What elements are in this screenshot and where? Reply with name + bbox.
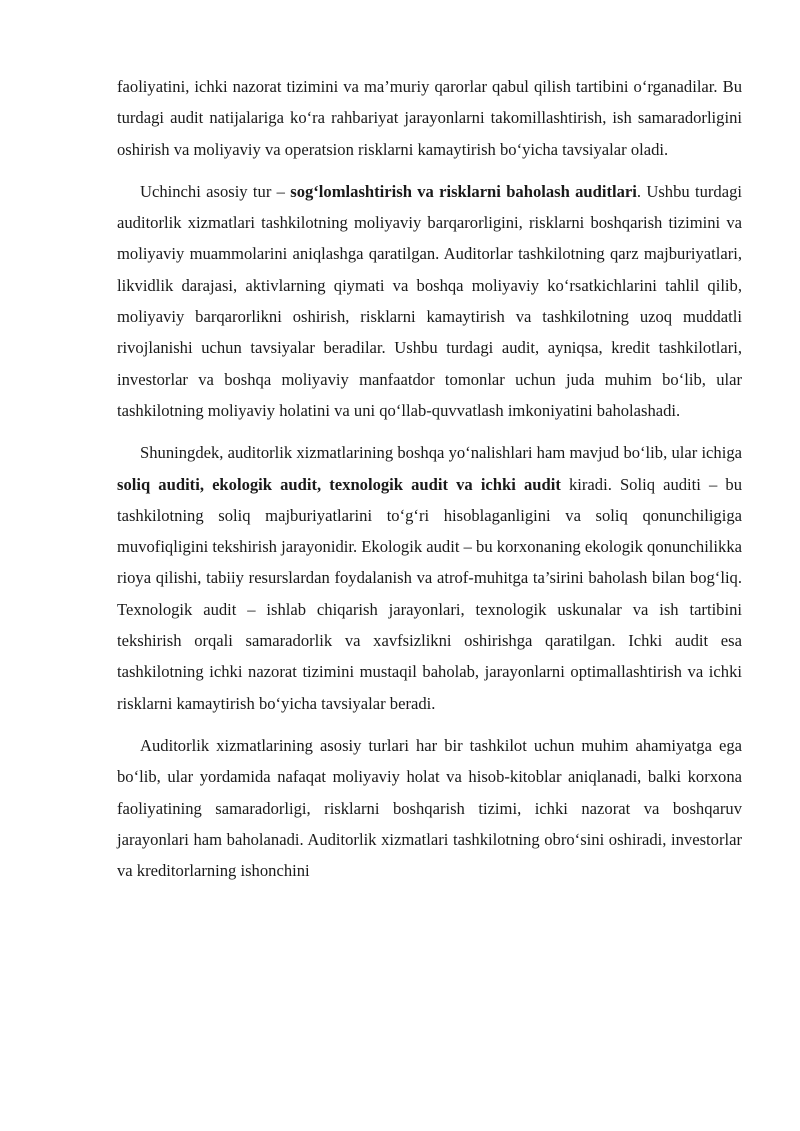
paragraph-2-text-b: . Ushbu turdagi auditorlik xizmatlari tashkilotning moliyaviy barqarorligini, risklarni boshqarish tizimini va moliyaviy muammolarini aniqlashga qaratilgan. Auditorlar tashkilotning qarz majburiyatlari, likvidlik darajasi, aktivlarning qiymati va boshqa moliyaviy ko‘rsatkichlarini tahlil qilib, moliyaviy barqarorlikni oshirish, risklarni kamaytirish va tashkilotning uzoq muddatli rivojlanishi uchun tavsiyalar beradilar. Ushbu turdagi audit, ayniqsa, kredit tashkilotlari, investorlar va boshqa moliyaviy manfaatdor tomonlar uchun juda muhim bo‘lib, ular tashkilotning moliyaviy holatini va uni qo‘llab-quvvatlash imkoniyatini baholashadi. [117,181,743,420]
paragraph-4-text: Auditorlik xizmatlarining asosiy turlari har bir tashkilot uchun muhim ahamiyatga ega bo‘lib, ular yordamida nafaqat moliyaviy holat va hisob-kitoblar aniqlanadi, balki korxona faoliyatining samaradorligi, risklarni boshqarish tizimi, ichki nazorat va boshqaruv jarayonlari ham baholanadi. Auditorlik xizmatlari tashkilotning obro‘sini oshiradi, investorlar va kreditorlarning ishonchini [117,735,742,881]
paragraph-2-bold-term: sog‘lomlashtirish va risklarni baholash auditlari [290,181,637,201]
paragraph-2-text-a: Uchinchi asosiy tur – [140,181,291,201]
paragraph-1-text: faoliyatini, ichki nazorat tizimini va ma’muriy qarorlar qabul qilish tartibini o‘rganadilar. Bu turdagi audit natijalariga ko‘ra rahbariyat jarayonlarni takomillashtirish, ish samaradorligini oshirish va moliyaviy va operatsion risklarni kamaytirish bo‘yicha tavsiyalar oladi. [117,77,742,159]
paragraph-1 [117,71,742,165]
paragraph-3 [117,437,742,719]
paragraph-4 [117,730,742,886]
paragraph-3-bold-term: soliq auditi, ekologik audit, texnologik audit va ichki audit [117,474,561,494]
paragraph-3-text-b: kiradi. Soliq auditi – bu tashkilotning soliq majburiyatlarini to‘g‘ri hisoblaganligini va soliq qonunchiligiga muvofiqligini tekshirish jarayonidir. Ekologik audit – bu korxonaning ekologik qonunchilikka rioya qilishi, tabiiy resurslardan foydalanish va atrof-muhitga ta’sirini baholash bilan bog‘liq. Texnologik audit – ishlab chiqarish jarayonlari, texnologik uskunalar va ish tartibini tekshirish orqali samaradorlik va xavfsizlikni oshirishga qaratilgan. Ichki audit esa tashkilotning ichki nazorat tizimini mustaqil baholab, jarayonlarni optimallashtirish va ichki risklarni kamaytirish bo‘yicha tavsiyalar beradi. [117,474,742,713]
paragraph-3-text-a: Shuningdek, auditorlik xizmatlarining boshqa yo‘nalishlari ham mavjud bo‘lib, ular ichiga [140,443,742,463]
paragraph-2 [117,176,742,426]
document-page [117,71,742,897]
